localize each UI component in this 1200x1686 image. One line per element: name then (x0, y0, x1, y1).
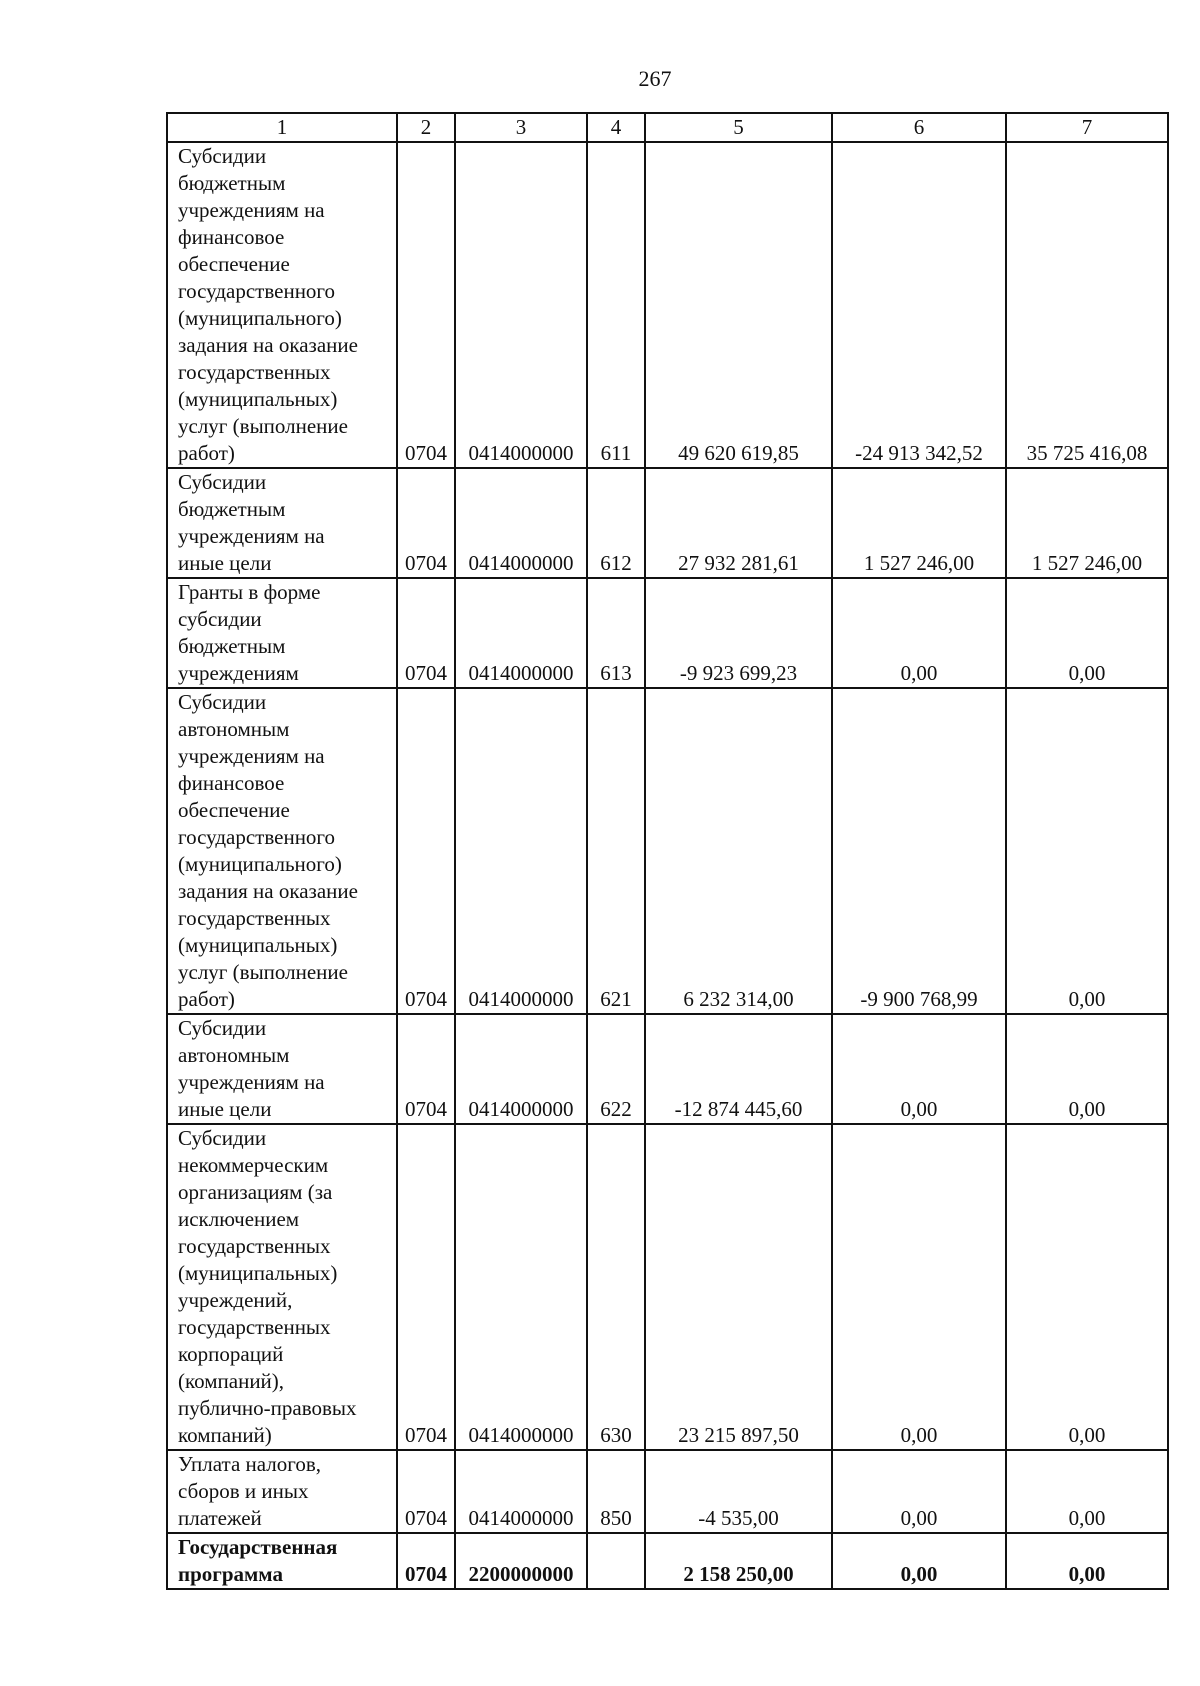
header-row (167, 113, 1168, 142)
row-name-line: корпораций (178, 1342, 284, 1366)
row-name-line: компаний) (178, 1423, 272, 1447)
row-name-line: иные цели (178, 551, 272, 575)
row-name-line: обеспечение (178, 798, 290, 822)
expense-type-code: 621 (587, 688, 645, 1014)
section-code: 0704 (397, 142, 455, 468)
row-name-line: (муниципальных) (178, 387, 338, 411)
row-name-line: государственных (178, 360, 331, 384)
expense-type-code: 613 (587, 578, 645, 688)
amount-col-6: 1 527 246,00 (832, 468, 1006, 578)
row-name-line: (муниципальных) (178, 933, 338, 957)
program-code: 2200000000 (455, 1533, 587, 1589)
program-code: 0414000000 (455, 468, 587, 578)
row-name-line: государственного (178, 825, 336, 849)
row-name-line: учреждениям на (178, 744, 325, 768)
table-row (167, 578, 1168, 688)
program-code: 0414000000 (455, 142, 587, 468)
amount-col-6: 0,00 (832, 1533, 1006, 1589)
row-name-line: сборов и иных (178, 1479, 309, 1503)
amount-col-6: -24 913 342,52 (832, 142, 1006, 468)
column-header-2: 2 (397, 113, 455, 142)
amount-col-7: 0,00 (1006, 688, 1168, 1014)
expense-type-code: 611 (587, 142, 645, 468)
amount-col-5: -4 535,00 (645, 1450, 832, 1533)
row-name-line: субсидии (178, 607, 262, 631)
amount-col-5: -9 923 699,23 (645, 578, 832, 688)
row-name-line: государственных (178, 1315, 331, 1339)
section-code: 0704 (397, 1014, 455, 1124)
section-code: 0704 (397, 1450, 455, 1533)
row-name-line: исключением (178, 1207, 300, 1231)
row-name (167, 578, 397, 688)
row-name (167, 468, 397, 578)
amount-col-5: -12 874 445,60 (645, 1014, 832, 1124)
row-name-line: автономным (178, 717, 290, 741)
row-name-line: (муниципальных) (178, 1261, 338, 1285)
row-name-line: учреждениям (178, 661, 299, 685)
row-name (167, 688, 397, 1014)
row-name-line: программа (178, 1562, 283, 1586)
amount-col-5: 49 620 619,85 (645, 142, 832, 468)
amount-col-6: 0,00 (832, 1124, 1006, 1450)
page-number: 267 (638, 66, 672, 91)
expense-type-code (587, 1533, 645, 1589)
row-name-line: бюджетным (178, 634, 286, 658)
section-code: 0704 (397, 578, 455, 688)
row-name-line: Субсидии (178, 690, 267, 714)
table-row (167, 468, 1168, 578)
program-code: 0414000000 (455, 1014, 587, 1124)
row-name-line: государственных (178, 906, 331, 930)
row-name-line: задания на оказание (178, 879, 358, 903)
row-name-line: услуг (выполнение (178, 414, 348, 438)
column-header-5: 5 (645, 113, 832, 142)
row-name (167, 1533, 397, 1589)
amount-col-7: 1 527 246,00 (1006, 468, 1168, 578)
amount-col-7: 0,00 (1006, 1450, 1168, 1533)
program-code: 0414000000 (455, 578, 587, 688)
column-header-7: 7 (1006, 113, 1168, 142)
row-name-line: бюджетным (178, 171, 286, 195)
amount-col-7: 0,00 (1006, 1124, 1168, 1450)
table-row (167, 1014, 1168, 1124)
row-name-line: работ) (178, 987, 235, 1011)
row-name-line: организациям (за (178, 1180, 333, 1204)
program-code: 0414000000 (455, 1450, 587, 1533)
section-code: 0704 (397, 1124, 455, 1450)
amount-col-7: 0,00 (1006, 1014, 1168, 1124)
table-row (167, 688, 1168, 1014)
amount-col-5: 23 215 897,50 (645, 1124, 832, 1450)
row-name-line: Субсидии (178, 470, 267, 494)
amount-col-5: 6 232 314,00 (645, 688, 832, 1014)
row-name-line: Уплата налогов, (178, 1452, 322, 1476)
amount-col-6: -9 900 768,99 (832, 688, 1006, 1014)
amount-col-6: 0,00 (832, 1450, 1006, 1533)
row-name-line: иные цели (178, 1097, 272, 1121)
column-header-4: 4 (587, 113, 645, 142)
row-name-line: Субсидии (178, 1016, 267, 1040)
column-header-1: 1 (167, 113, 397, 142)
row-name-line: учреждений, (178, 1288, 293, 1312)
row-name-line: учреждениям на (178, 1070, 325, 1094)
amount-col-6: 0,00 (832, 1014, 1006, 1124)
amount-col-7: 0,00 (1006, 578, 1168, 688)
table-row (167, 1124, 1168, 1450)
row-name-line: (муниципального) (178, 306, 342, 330)
section-code: 0704 (397, 688, 455, 1014)
row-name-line: бюджетным (178, 497, 286, 521)
row-name-line: государственных (178, 1234, 331, 1258)
row-name-line: обеспечение (178, 252, 290, 276)
row-name-line: финансовое (178, 225, 285, 249)
row-name (167, 1124, 397, 1450)
row-name-line: (муниципального) (178, 852, 342, 876)
row-name-line: государственного (178, 279, 336, 303)
column-header-3: 3 (455, 113, 587, 142)
amount-col-6: 0,00 (832, 578, 1006, 688)
row-name (167, 1450, 397, 1533)
amount-col-5: 2 158 250,00 (645, 1533, 832, 1589)
section-code: 0704 (397, 468, 455, 578)
expense-type-code: 622 (587, 1014, 645, 1124)
row-name-line: Субсидии (178, 144, 267, 168)
amount-col-5: 27 932 281,61 (645, 468, 832, 578)
row-name-line: автономным (178, 1043, 290, 1067)
row-name-line: (компаний), (178, 1369, 285, 1393)
expense-type-code: 630 (587, 1124, 645, 1450)
row-name-line: публично-правовых (178, 1396, 357, 1420)
row-name-line: Гранты в форме (178, 580, 321, 604)
row-name (167, 1014, 397, 1124)
program-code: 0414000000 (455, 688, 587, 1014)
row-name-line: задания на оказание (178, 333, 358, 357)
row-name-line: финансовое (178, 771, 285, 795)
row-name-line: услуг (выполнение (178, 960, 348, 984)
row-name-line: Субсидии (178, 1126, 267, 1150)
table-row (167, 1450, 1168, 1533)
table-row (167, 1533, 1168, 1589)
column-header-6: 6 (832, 113, 1006, 142)
row-name-line: работ) (178, 441, 235, 465)
row-name-line: некоммерческим (178, 1153, 329, 1177)
expense-type-code: 612 (587, 468, 645, 578)
expense-type-code: 850 (587, 1450, 645, 1533)
table-row (167, 142, 1168, 468)
budget-table (166, 112, 1169, 1590)
amount-col-7: 35 725 416,08 (1006, 142, 1168, 468)
section-code: 0704 (397, 1533, 455, 1589)
row-name-line: Государственная (178, 1535, 338, 1559)
program-code: 0414000000 (455, 1124, 587, 1450)
row-name (167, 142, 397, 468)
row-name-line: учреждениям на (178, 524, 325, 548)
row-name-line: платежей (178, 1506, 262, 1530)
amount-col-7: 0,00 (1006, 1533, 1168, 1589)
row-name-line: учреждениям на (178, 198, 325, 222)
